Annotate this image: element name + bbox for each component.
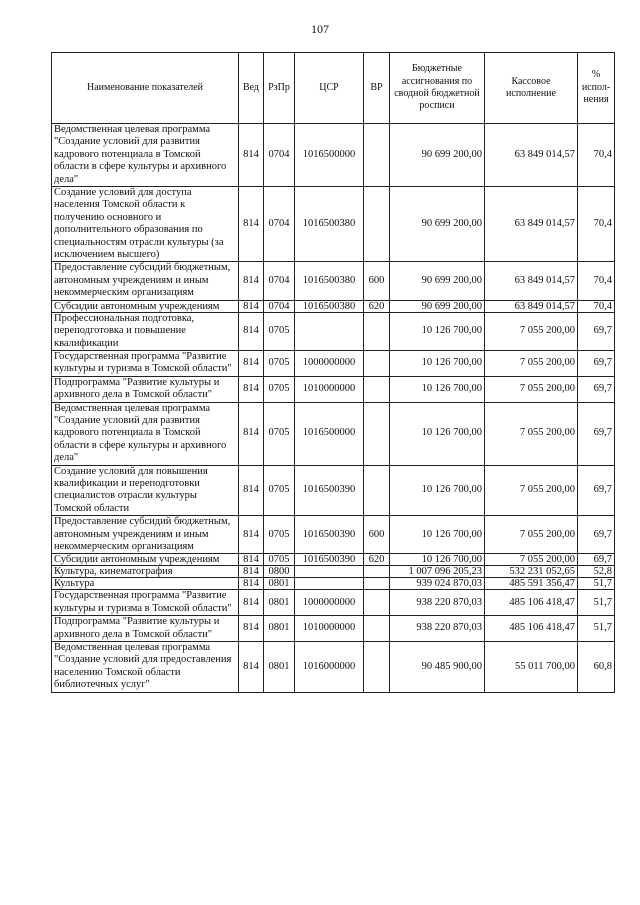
cell-ved: 814 (239, 516, 264, 554)
cell-rzpr: 0801 (264, 642, 295, 693)
cell-vr: 600 (364, 262, 390, 300)
table-row (52, 578, 615, 590)
cell-name: Ведомственная целевая программа "Создание условий для развития кадрового потенциала в Томской области в сфере культуры и архивного дела" (52, 124, 239, 187)
cell-cash: 63 849 014,57 (485, 262, 578, 300)
table-row (52, 262, 615, 300)
cell-budget: 938 220 870,03 (390, 616, 485, 642)
cell-csr: 1010000000 (295, 376, 364, 402)
cell-csr: 1000000000 (295, 590, 364, 616)
cell-rzpr: 0801 (264, 590, 295, 616)
cell-vr (364, 312, 390, 350)
page-number: 107 (311, 22, 329, 36)
cell-cash: 7 055 200,00 (485, 376, 578, 402)
cell-csr (295, 312, 364, 350)
cell-vr (364, 402, 390, 465)
cell-pct: 70,4 (578, 300, 615, 312)
header-pct: % испол-нения (578, 53, 615, 124)
table-header-row (52, 53, 615, 124)
header-ved: Вед (239, 53, 264, 124)
cell-budget: 10 126 700,00 (390, 465, 485, 516)
cell-budget: 1 007 096 205,23 (390, 566, 485, 578)
cell-budget: 10 126 700,00 (390, 554, 485, 566)
cell-pct: 69,7 (578, 376, 615, 402)
cell-rzpr: 0800 (264, 566, 295, 578)
table-row (52, 554, 615, 566)
cell-pct: 69,7 (578, 465, 615, 516)
cell-pct: 51,7 (578, 590, 615, 616)
cell-vr (364, 616, 390, 642)
cell-ved: 814 (239, 590, 264, 616)
cell-name: Культура, кинематография (52, 566, 239, 578)
cell-ved: 814 (239, 578, 264, 590)
cell-rzpr: 0704 (264, 262, 295, 300)
table-row (52, 350, 615, 376)
cell-budget: 90 699 200,00 (390, 300, 485, 312)
cell-name: Профессиональная подготовка, переподготовка и повышение квалификации (52, 312, 239, 350)
cell-budget: 938 220 870,03 (390, 590, 485, 616)
cell-pct: 69,7 (578, 516, 615, 554)
cell-name: Подпрограмма "Развитие культуры и архивного дела в Томской области" (52, 376, 239, 402)
cell-ved: 814 (239, 350, 264, 376)
header-vr: ВР (364, 53, 390, 124)
cell-vr (364, 124, 390, 187)
cell-rzpr: 0704 (264, 300, 295, 312)
header-rzpr: РзПр (264, 53, 295, 124)
cell-rzpr: 0801 (264, 616, 295, 642)
budget-execution-table (51, 52, 615, 693)
cell-vr (364, 590, 390, 616)
table-row (52, 642, 615, 693)
cell-name: Предоставление субсидий бюджетным, автономным учреждениям и иным некоммерческим организациям (52, 516, 239, 554)
cell-vr (364, 376, 390, 402)
cell-rzpr: 0705 (264, 554, 295, 566)
cell-ved: 814 (239, 465, 264, 516)
cell-csr: 1016500380 (295, 300, 364, 312)
cell-rzpr: 0705 (264, 465, 295, 516)
cell-budget: 10 126 700,00 (390, 312, 485, 350)
cell-ved: 814 (239, 616, 264, 642)
cell-vr (364, 642, 390, 693)
cell-csr: 1016500390 (295, 554, 364, 566)
cell-ved: 814 (239, 124, 264, 187)
cell-pct: 69,7 (578, 554, 615, 566)
cell-cash: 485 591 356,47 (485, 578, 578, 590)
cell-budget: 90 699 200,00 (390, 124, 485, 187)
cell-name: Государственная программа "Развитие культуры и туризма в Томской области" (52, 350, 239, 376)
cell-budget: 90 699 200,00 (390, 262, 485, 300)
cell-budget: 10 126 700,00 (390, 402, 485, 465)
cell-cash: 7 055 200,00 (485, 312, 578, 350)
cell-csr: 1016500390 (295, 465, 364, 516)
cell-cash: 485 106 418,47 (485, 590, 578, 616)
cell-name: Ведомственная целевая программа "Создание условий для развития кадрового потенциала в Томской области в сфере культуры и архивного дела" (52, 402, 239, 465)
cell-vr: 620 (364, 554, 390, 566)
cell-pct: 70,4 (578, 262, 615, 300)
cell-budget: 90 699 200,00 (390, 187, 485, 262)
cell-cash: 63 849 014,57 (485, 300, 578, 312)
cell-name: Подпрограмма "Развитие культуры и архивного дела в Томской области" (52, 616, 239, 642)
table-row (52, 402, 615, 465)
cell-rzpr: 0705 (264, 402, 295, 465)
cell-pct: 52,8 (578, 566, 615, 578)
cell-vr (364, 187, 390, 262)
cell-ved: 814 (239, 376, 264, 402)
cell-cash: 63 849 014,57 (485, 124, 578, 187)
cell-csr: 1016500000 (295, 124, 364, 187)
cell-budget: 939 024 870,03 (390, 578, 485, 590)
cell-name: Государственная программа "Развитие культуры и туризма в Томской области" (52, 590, 239, 616)
cell-name: Создание условий для доступа населения Томской области к получению основного и дополнительного образования по специальностям отрасли культуры (за исключением высшего) (52, 187, 239, 262)
cell-ved: 814 (239, 554, 264, 566)
cell-csr: 1010000000 (295, 616, 364, 642)
cell-ved: 814 (239, 262, 264, 300)
cell-ved: 814 (239, 402, 264, 465)
header-cash: Кассовое исполнение (485, 53, 578, 124)
cell-budget: 10 126 700,00 (390, 376, 485, 402)
cell-csr: 1000000000 (295, 350, 364, 376)
cell-rzpr: 0801 (264, 578, 295, 590)
cell-vr: 600 (364, 516, 390, 554)
cell-rzpr: 0705 (264, 516, 295, 554)
table-row (52, 566, 615, 578)
table-row (52, 516, 615, 554)
cell-name: Культура (52, 578, 239, 590)
table-row (52, 616, 615, 642)
table-row (52, 187, 615, 262)
cell-pct: 69,7 (578, 312, 615, 350)
cell-cash: 7 055 200,00 (485, 350, 578, 376)
header-name: Наименование показателей (52, 53, 239, 124)
cell-budget: 10 126 700,00 (390, 516, 485, 554)
cell-rzpr: 0705 (264, 312, 295, 350)
cell-csr (295, 578, 364, 590)
cell-cash: 532 231 052,65 (485, 566, 578, 578)
cell-cash: 63 849 014,57 (485, 187, 578, 262)
cell-name: Субсидии автономным учреждениям (52, 300, 239, 312)
cell-pct: 60,8 (578, 642, 615, 693)
cell-name: Создание условий для повышения квалификации и переподготовки специалистов отрасли культуры Томской области (52, 465, 239, 516)
cell-vr: 620 (364, 300, 390, 312)
cell-cash: 7 055 200,00 (485, 465, 578, 516)
cell-cash: 7 055 200,00 (485, 516, 578, 554)
cell-rzpr: 0705 (264, 350, 295, 376)
cell-name: Субсидии автономным учреждениям (52, 554, 239, 566)
cell-rzpr: 0704 (264, 124, 295, 187)
cell-csr: 1016500390 (295, 516, 364, 554)
cell-vr (364, 465, 390, 516)
cell-name: Предоставление субсидий бюджетным, автономным учреждениям и иным некоммерческим организациям (52, 262, 239, 300)
table-row (52, 124, 615, 187)
cell-csr (295, 566, 364, 578)
table-row (52, 376, 615, 402)
table-row (52, 590, 615, 616)
table-row (52, 465, 615, 516)
cell-vr (364, 566, 390, 578)
cell-pct: 70,4 (578, 187, 615, 262)
table-row (52, 312, 615, 350)
cell-csr: 1016500380 (295, 262, 364, 300)
cell-ved: 814 (239, 566, 264, 578)
cell-cash: 7 055 200,00 (485, 554, 578, 566)
cell-budget: 90 485 900,00 (390, 642, 485, 693)
cell-vr (364, 350, 390, 376)
cell-pct: 51,7 (578, 578, 615, 590)
cell-csr: 1016500380 (295, 187, 364, 262)
cell-csr: 1016500000 (295, 402, 364, 465)
cell-vr (364, 578, 390, 590)
cell-pct: 70,4 (578, 124, 615, 187)
cell-ved: 814 (239, 187, 264, 262)
cell-rzpr: 0704 (264, 187, 295, 262)
cell-ved: 814 (239, 300, 264, 312)
cell-pct: 69,7 (578, 402, 615, 465)
header-csr: ЦСР (295, 53, 364, 124)
cell-ved: 814 (239, 312, 264, 350)
cell-pct: 69,7 (578, 350, 615, 376)
cell-csr: 1016000000 (295, 642, 364, 693)
cell-pct: 51,7 (578, 616, 615, 642)
cell-name: Ведомственная целевая программа "Создание условий для предоставления населению Томской области библиотечных услуг" (52, 642, 239, 693)
cell-cash: 485 106 418,47 (485, 616, 578, 642)
cell-cash: 7 055 200,00 (485, 402, 578, 465)
cell-budget: 10 126 700,00 (390, 350, 485, 376)
table-row (52, 300, 615, 312)
header-budget: Бюджетные ассигнования по сводной бюджетной росписи (390, 53, 485, 124)
cell-ved: 814 (239, 642, 264, 693)
cell-cash: 55 011 700,00 (485, 642, 578, 693)
cell-rzpr: 0705 (264, 376, 295, 402)
